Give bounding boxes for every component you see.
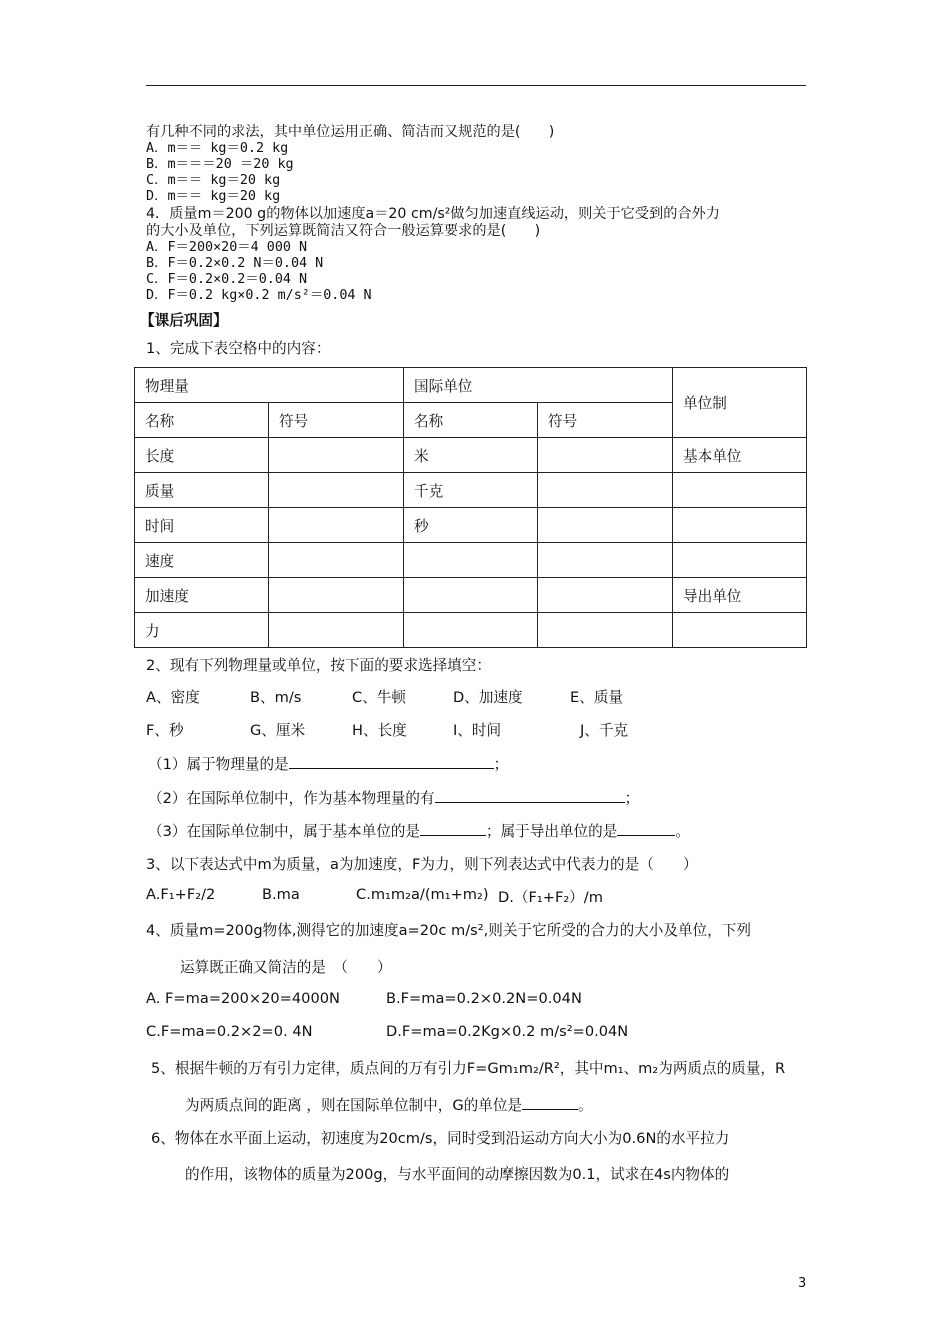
option-c: C．m＝＝ kg＝20 kg	[146, 173, 281, 188]
cell-blank[interactable]	[538, 438, 673, 473]
option-a: A．m＝＝ kg＝0.2 kg	[146, 141, 289, 156]
table-row	[135, 508, 807, 543]
cell-blank[interactable]	[269, 438, 404, 473]
option-c: C.F=ma=0.2×2=0. 4N	[146, 1023, 313, 1040]
option-c: C．F＝0.2×0.2＝0.04 N	[146, 272, 308, 287]
choice-j: J、千克	[580, 722, 629, 739]
question-4-line-2: 的大小及单位，下列运算既简洁又符合一般运算要求的是( )	[146, 223, 541, 239]
cell-blank[interactable]	[269, 578, 404, 613]
cell-quantity: 时间	[135, 508, 269, 543]
option-c: C.m₁m₂a/(m₁+m₂)	[356, 886, 489, 903]
cell-system: 基本单位	[673, 438, 807, 473]
table-row	[135, 578, 807, 613]
cell-blank[interactable]	[269, 473, 404, 508]
header-rule	[146, 85, 806, 86]
question-2-part-1	[148, 753, 508, 774]
question-5-line-2	[185, 1094, 593, 1115]
option-b: B．m＝＝＝20 ＝20 kg	[146, 157, 294, 172]
punct: ；	[624, 790, 640, 807]
answer-blank[interactable]	[617, 821, 675, 836]
choice-f: F、秒	[146, 722, 184, 739]
cell-blank[interactable]	[538, 613, 673, 648]
page-number: 3	[798, 1276, 807, 1291]
cell-system	[673, 613, 807, 648]
cell-quantity: 加速度	[135, 578, 269, 613]
option-d: D.（F₁+F₂）/m	[498, 889, 603, 906]
cell-blank[interactable]	[538, 578, 673, 613]
cell-blank[interactable]	[538, 508, 673, 543]
cell-blank[interactable]	[269, 543, 404, 578]
question-1-text: 1、完成下表空格中的内容：	[146, 340, 331, 357]
choice-d: D、加速度	[453, 689, 523, 706]
cell-blank[interactable]	[538, 473, 673, 508]
answer-blank[interactable]	[435, 788, 625, 803]
answer-blank[interactable]	[289, 754, 494, 769]
question-4-line-1: 4、质量m=200g物体,测得它的加速度a=20c m/s²,则关于它所受的合力的大小及单位，下列	[146, 922, 751, 939]
punct: 。	[675, 823, 690, 840]
cell-unit: 秒	[404, 508, 538, 543]
choice-h: H、长度	[352, 722, 407, 739]
cell-unit	[404, 543, 538, 578]
question-6-line-1: 6、物体在水平面上运动，初速度为20cm/s，同时受到沿运动方向大小为0.6N的水平拉力	[151, 1130, 730, 1147]
header-si-unit: 国际单位	[404, 368, 673, 403]
header-symbol: 符号	[269, 403, 404, 438]
prompt: （2）在国际单位制中，作为基本物理量的有	[148, 790, 435, 807]
option-a: A.F₁+F₂/2	[146, 886, 216, 903]
cell-blank[interactable]	[269, 613, 404, 648]
cell-unit	[404, 578, 538, 613]
choice-e: E、质量	[570, 689, 624, 706]
units-table	[134, 367, 807, 648]
cell-system	[673, 508, 807, 543]
question-6-line-2: 的作用，该物体的质量为200g，与水平面间的动摩擦因数为0.1，试求在4s内物体的	[185, 1166, 730, 1183]
choice-g: G、厘米	[250, 722, 306, 739]
question-2-text: 2、现有下列物理量或单位，按下面的要求选择填空：	[146, 657, 491, 674]
cell-system	[673, 543, 807, 578]
answer-blank[interactable]	[420, 821, 486, 836]
cell-quantity: 速度	[135, 543, 269, 578]
answer-blank[interactable]	[522, 1095, 578, 1110]
option-d: D．m＝＝ kg＝20 kg	[146, 189, 281, 204]
option-b: B.F=ma=0.2×0.2N=0.04N	[386, 990, 582, 1007]
choice-b: B、m/s	[250, 689, 302, 706]
header-physical-quantity: 物理量	[135, 368, 404, 403]
choice-i: I、时间	[453, 722, 502, 739]
choice-c: C、牛顿	[352, 689, 406, 706]
punct: ；	[493, 756, 509, 773]
prompt: （3）在国际单位制中，属于基本单位的是	[148, 823, 420, 840]
question-2-part-3	[148, 820, 690, 841]
section-heading: 【课后巩固】	[140, 312, 228, 329]
cell-quantity: 力	[135, 613, 269, 648]
table-row	[135, 473, 807, 508]
cell-quantity: 质量	[135, 473, 269, 508]
option-a: A. F=ma=200×20=4000N	[146, 990, 340, 1007]
cell-system	[673, 473, 807, 508]
option-b: B.ma	[262, 886, 300, 903]
cell-blank[interactable]	[538, 543, 673, 578]
question-3-text: 3、以下表达式中m为质量，a为加速度，F为力，则下列表达式中代表力的是（ ）	[146, 856, 698, 873]
cell-unit	[404, 613, 538, 648]
header-unit-system: 单位制	[673, 368, 807, 438]
header-symbol: 符号	[538, 403, 673, 438]
prompt: ；属于导出单位的是	[485, 823, 618, 840]
cell-quantity: 长度	[135, 438, 269, 473]
punct: 。	[578, 1097, 593, 1114]
question-5-line-1: 5、根据牛顿的万有引力定律，质点间的万有引力F=Gm₁m₂/R²，其中m₁、m₂为两质点的质量，R	[151, 1060, 786, 1077]
option-b: B．F＝0.2×0.2 N＝0.04 N	[146, 256, 324, 271]
cell-unit: 千克	[404, 473, 538, 508]
option-d: D．F＝0.2 kg×0.2 m/s²＝0.04 N	[146, 288, 372, 303]
cell-blank[interactable]	[269, 508, 404, 543]
choice-a: A、密度	[146, 689, 200, 706]
table-row	[135, 613, 807, 648]
question-2-part-2	[148, 787, 639, 808]
cell-unit: 米	[404, 438, 538, 473]
question-4-line-1: 4．质量m＝200 g的物体以加速度a＝20 cm/s²做匀加速直线运动，则关于它受到的合外力	[146, 206, 720, 222]
cell-system: 导出单位	[673, 578, 807, 613]
option-d: D.F=ma=0.2Kg×0.2 m/s²=0.04N	[386, 1023, 629, 1040]
prompt: （1）属于物理量的是	[148, 756, 289, 773]
header-name: 名称	[135, 403, 269, 438]
question-4-line-2: 运算既正确又简洁的是 （ ）	[180, 959, 392, 976]
table-row	[135, 438, 807, 473]
table-row	[135, 543, 807, 578]
text-line: 有几种不同的求法，其中单位运用正确、简洁而又规范的是( )	[146, 124, 555, 140]
prompt: 为两质点间的距离 ，则在国际单位制中，G的单位是	[185, 1097, 523, 1114]
header-name: 名称	[404, 403, 538, 438]
option-a: A．F＝200×20＝4 000 N	[146, 240, 308, 255]
